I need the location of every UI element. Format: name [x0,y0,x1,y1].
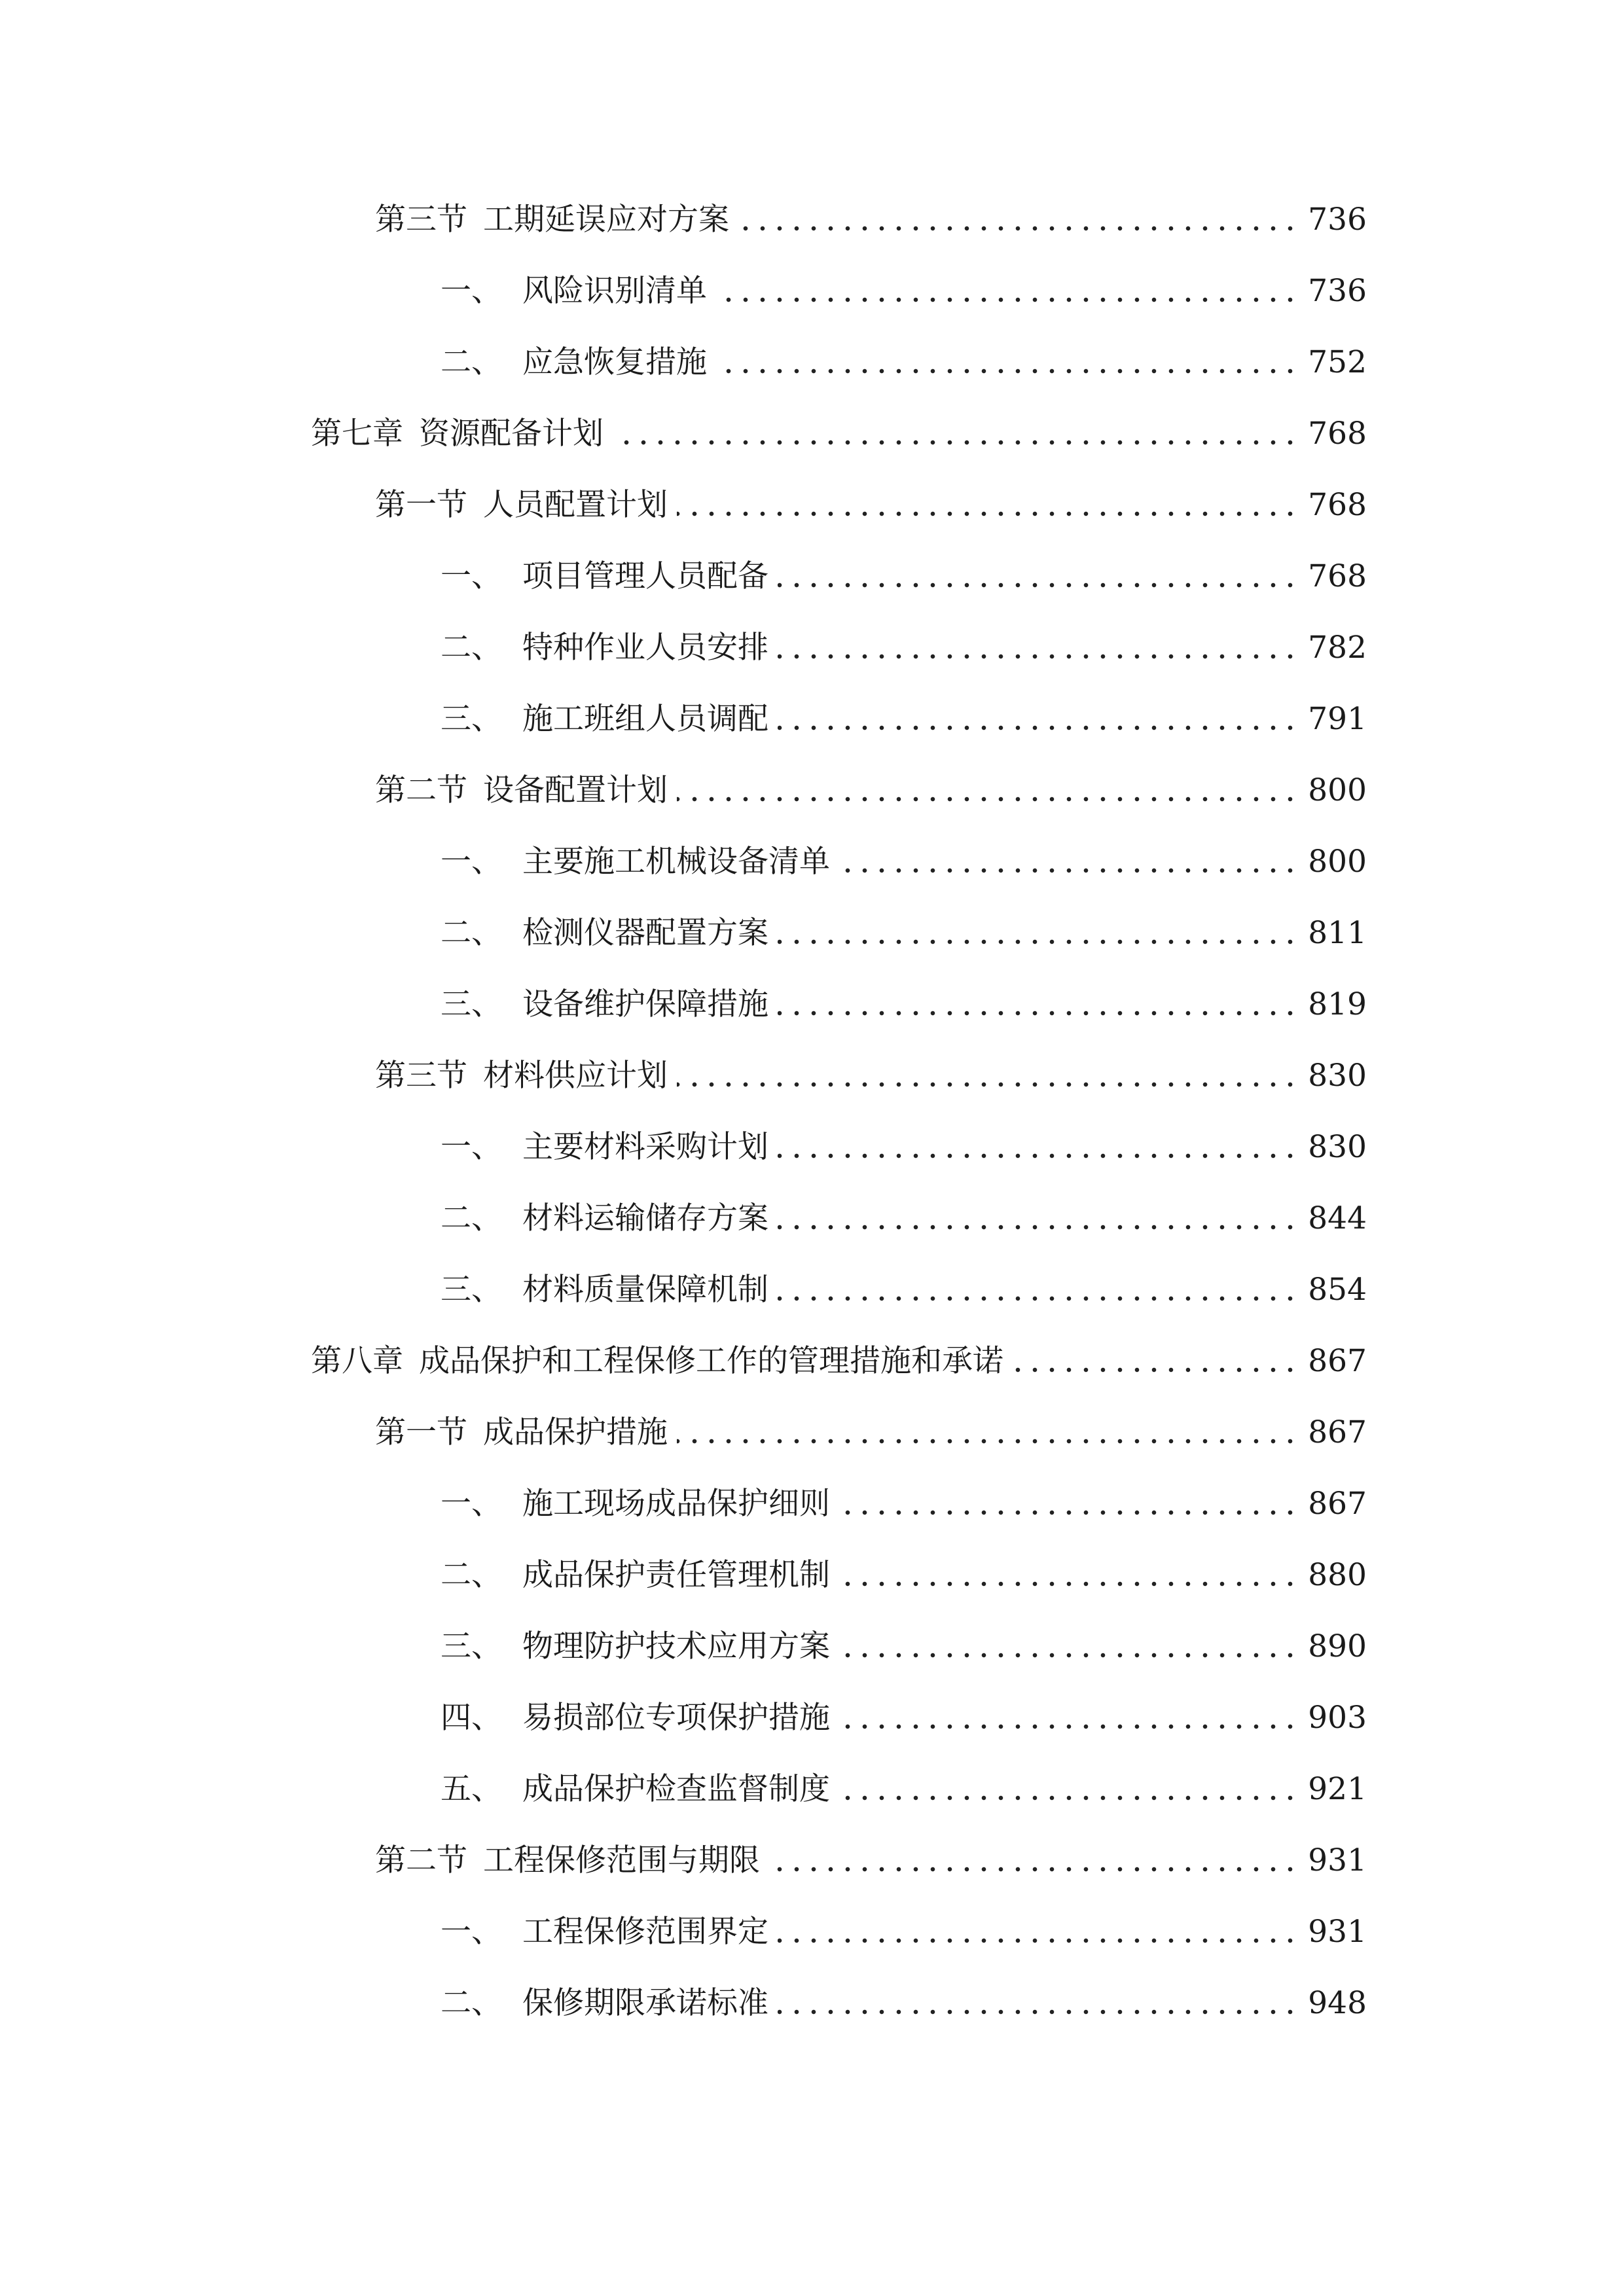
dot-leader [778,1296,1299,1301]
toc-entry-number: 一、 [441,1914,502,1950]
toc-entry[interactable] [441,978,1367,1031]
toc-entry-page: 867 [1308,1486,1367,1522]
toc-entry-number: 第二节 [375,1842,467,1878]
toc-entry-title: 特种作业人员安排 [522,630,768,666]
toc-entry[interactable] [441,550,1367,603]
toc-entry[interactable] [375,479,1367,531]
dot-leader [778,1011,1299,1016]
toc-entry-page: 867 [1308,1343,1367,1379]
toc-entry-page: 854 [1308,1272,1367,1308]
toc-entry[interactable] [311,1335,1367,1388]
toc-entry-page: 768 [1308,558,1367,594]
toc-entry-title: 材料供应计划 [483,1058,668,1094]
toc-entry-title: 施工现场成品保护细则 [522,1486,830,1522]
toc-entry-page: 768 [1308,487,1367,523]
toc-entry-title: 成品保护检查监督制度 [522,1771,830,1807]
toc-entry-title: 项目管理人员配备 [522,558,768,594]
dot-leader [778,1153,1299,1158]
toc-entry-page: 844 [1308,1200,1367,1236]
toc-entry-title: 应急恢复措施 [522,344,707,380]
dot-leader [1013,1367,1299,1372]
toc-entry-number: 一、 [441,844,502,880]
dot-leader [778,2009,1299,2015]
toc-entry-number: 第三节 [375,202,467,238]
toc-entry-page: 768 [1308,416,1367,452]
toc-entry-page: 921 [1308,1771,1367,1807]
toc-entry[interactable] [441,1478,1367,1530]
toc-entry-number: 二、 [441,630,502,666]
dot-leader [769,1867,1299,1872]
toc-entry[interactable] [441,265,1367,317]
toc-entry[interactable] [375,1835,1367,1887]
toc-entry-number: 一、 [441,1129,502,1165]
toc-entry-page: 800 [1308,844,1367,880]
toc-entry-title: 材料运输储存方案 [522,1200,768,1236]
toc-entry[interactable] [375,1407,1367,1459]
toc-entry[interactable] [441,1906,1367,1958]
toc-entry-page: 791 [1308,701,1367,737]
toc-entry-number: 二、 [441,1557,502,1593]
dot-leader [839,1581,1299,1587]
dot-leader [677,797,1299,802]
toc-entry-page: 890 [1308,1628,1367,1664]
toc-entry-number: 五、 [441,1771,502,1807]
toc-entry[interactable] [441,1193,1367,1245]
dot-leader [839,1795,1299,1801]
dot-leader [778,1225,1299,1230]
toc-entry-title: 检测仪器配置方案 [522,915,768,951]
toc-entry-page: 800 [1308,772,1367,808]
toc-entry-page: 867 [1308,1414,1367,1450]
toc-entry[interactable] [441,907,1367,960]
toc-entry-page: 752 [1308,344,1367,380]
toc-entry-page: 880 [1308,1557,1367,1593]
dot-leader [677,1082,1299,1087]
toc-entry-title: 资源配备计划 [419,416,604,452]
toc-entry-page: 931 [1308,1914,1367,1950]
dot-leader [778,583,1299,588]
toc-entry-number: 一、 [441,1486,502,1522]
dot-leader [716,297,1299,302]
dot-leader [677,511,1299,516]
toc-entry[interactable] [441,622,1367,674]
toc-entry[interactable] [441,1264,1367,1316]
toc-entry-number: 四、 [441,1700,502,1736]
toc-entry-title: 主要材料采购计划 [522,1129,768,1165]
dot-leader [716,368,1299,374]
toc-entry-number: 第二节 [375,772,467,808]
toc-entry-page: 736 [1308,273,1367,309]
toc-entry-title: 工程保修范围界定 [522,1914,768,1950]
toc-entry[interactable] [441,1977,1367,2030]
dot-leader [778,1938,1299,1943]
dot-leader [677,1439,1299,1444]
toc-entry-number: 第八章 [311,1343,403,1379]
toc-entry[interactable] [375,1050,1367,1102]
dot-leader [839,1653,1299,1658]
toc-entry-page: 819 [1308,986,1367,1022]
toc-entry-number: 二、 [441,344,502,380]
toc-entry-number: 三、 [441,1628,502,1664]
dot-leader [738,226,1299,231]
toc-entry-title: 成品保护措施 [483,1414,668,1450]
dot-leader [778,939,1299,944]
toc-entry-title: 设备维护保障措施 [522,986,768,1022]
toc-entry[interactable] [441,1121,1367,1174]
toc-entry[interactable] [375,764,1367,817]
toc-entry-title: 成品保护和工程保修工作的管理措施和承诺 [419,1343,1003,1379]
toc-entry[interactable] [441,693,1367,745]
dot-leader [778,654,1299,659]
toc-entry-page: 903 [1308,1700,1367,1736]
toc-entry-number: 二、 [441,915,502,951]
toc-entry-number: 第三节 [375,1058,467,1094]
toc-entry-page: 830 [1308,1058,1367,1094]
toc-entry-title: 工期延误应对方案 [483,202,729,238]
toc-entry-number: 三、 [441,1272,502,1308]
toc-entry[interactable] [441,1692,1367,1744]
toc-entry-page: 830 [1308,1129,1367,1165]
toc-entry-page: 811 [1308,915,1367,951]
toc-entry-number: 一、 [441,558,502,594]
dot-leader [839,868,1299,873]
toc-entry-number: 三、 [441,701,502,737]
toc-entry-number: 第七章 [311,416,403,452]
toc-entry-title: 人员配置计划 [483,487,668,523]
toc-entry-number: 一、 [441,273,502,309]
toc-entry[interactable] [441,1621,1367,1673]
toc-entry-number: 第一节 [375,487,467,523]
toc-entry[interactable] [311,408,1367,460]
toc-entry-number: 二、 [441,1985,502,2021]
toc-entry-title: 施工班组人员调配 [522,701,768,737]
toc-entry[interactable] [441,1549,1367,1602]
toc-entry-title: 风险识别清单 [522,273,707,309]
toc-entry[interactable] [441,836,1367,888]
toc-entry-page: 931 [1308,1842,1367,1878]
toc-entry[interactable] [441,1763,1367,1816]
dot-leader [613,440,1299,445]
toc-entry-title: 设备配置计划 [483,772,668,808]
toc-entry[interactable] [441,336,1367,389]
toc-entry-title: 工程保修范围与期限 [483,1842,760,1878]
dot-leader [778,725,1299,730]
dot-leader [839,1724,1299,1729]
toc-entry-page: 736 [1308,202,1367,238]
toc-entry-title: 主要施工机械设备清单 [522,844,830,880]
toc-entry-number: 第一节 [375,1414,467,1450]
toc-entry-title: 材料质量保障机制 [522,1272,768,1308]
toc-entry-title: 成品保护责任管理机制 [522,1557,830,1593]
toc-entry-page: 948 [1308,1985,1367,2021]
toc-entry-title: 易损部位专项保护措施 [522,1700,830,1736]
toc-entry[interactable] [375,194,1367,246]
toc-entry-title: 保修期限承诺标准 [522,1985,768,2021]
toc-entry-number: 二、 [441,1200,502,1236]
toc-entry-number: 三、 [441,986,502,1022]
toc-entry-title: 物理防护技术应用方案 [522,1628,830,1664]
dot-leader [839,1510,1299,1515]
toc-entry-page: 782 [1308,630,1367,666]
